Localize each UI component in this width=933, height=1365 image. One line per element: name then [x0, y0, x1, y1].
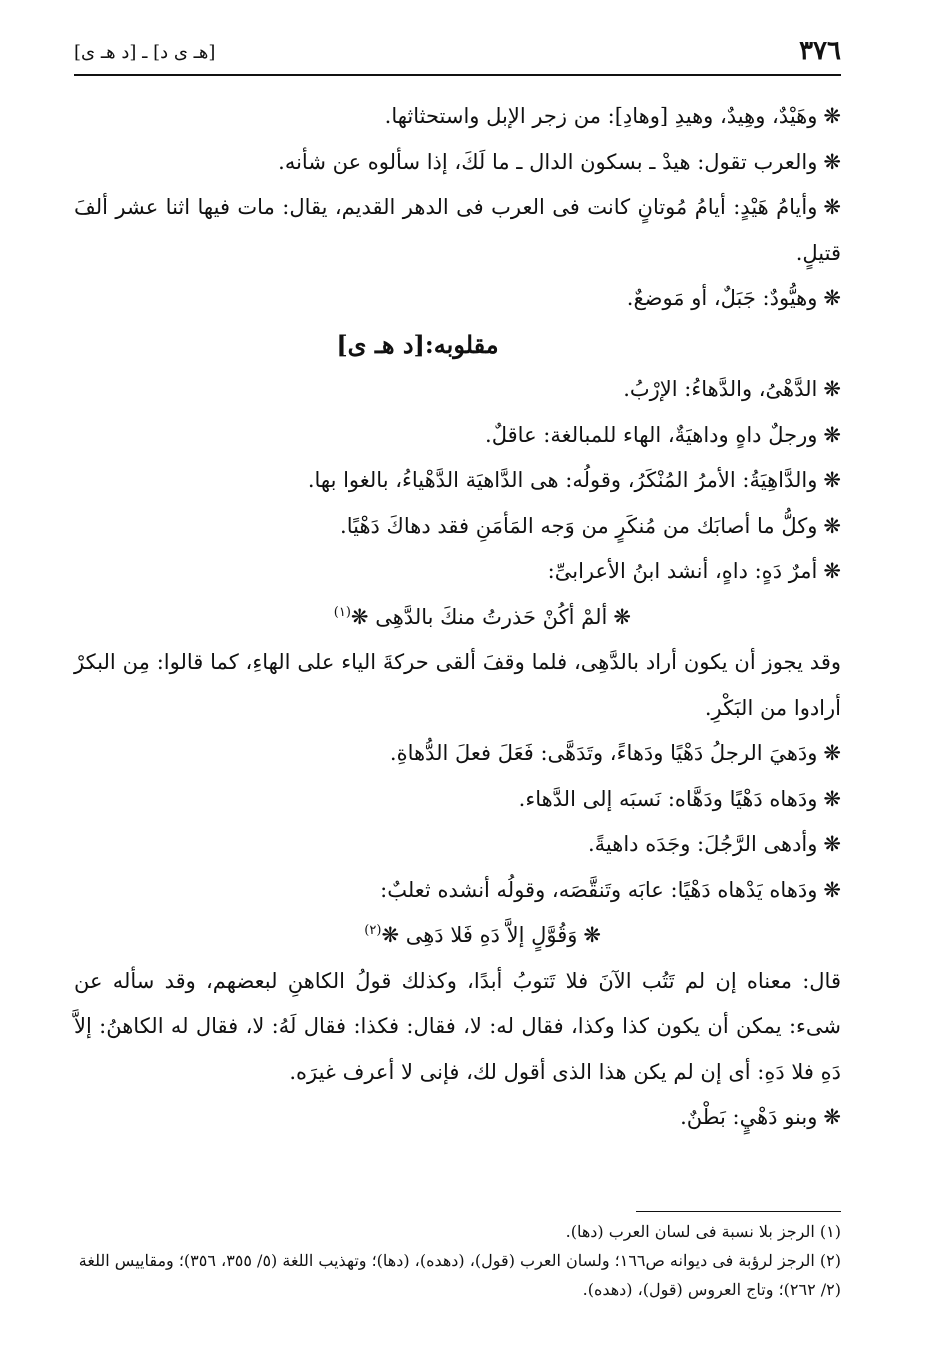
entry-text: وهيُّودٌ: جَبَلٌ، أو مَوضعٌ. — [626, 286, 818, 310]
entry — [74, 822, 841, 868]
entry — [74, 777, 841, 823]
entry-text: وكلُّ ما أصابَك من مُنكَرٍ من وَجه المَأمَنِ فقد دهاكَ دَهْيًا. — [340, 513, 818, 538]
star-icon: ❋ — [823, 513, 841, 538]
entry-text: ورجلٌ داهٍ وداهيَةٌ، الهاء للمبالغة: عاقلٌ. — [485, 422, 818, 447]
main-text — [74, 94, 841, 1141]
paragraph: قال: معناه إن لم تَتُب الآنَ فلا تَتوبُ أبدًا، وكذلك قولُ الكاهنِ لبعضهم، وقد سأله عن شىء: يمكن أن يكون كذا وكذا، فقال له: لا، فقال: فكذا: فقال لَهُ: لا، فقال له الكاهنُ: إلاَّ دَهِ فلا دَهِ: أى إن لم يكن هذا الذى أقول لك، فإنى لا أعرف غيرَه. — [74, 968, 841, 1084]
entry-text: ودَهاه يَدْهاه دَهْيًا: عابَه وتَنقَّصَه، وقولُه أنشده ثعلبٌ: — [380, 877, 818, 902]
page-header — [74, 34, 841, 74]
entry — [74, 868, 841, 914]
entry-text: والدَّاهِيَةُ: الأمرُ المُنْكَرُ، وقولُه: هى الدَّاهيَة الدَّهْياءُ، بالغوا بها. — [307, 468, 818, 492]
star-icon: ❋ — [823, 286, 841, 310]
star-icon: ❋ — [823, 422, 841, 447]
entry — [74, 367, 841, 413]
entry-text: وأيامُ هَيْدٍ: أيامُ مُوتانٍ كانت فى العرب فى الدهر القديم، يقال: مات فيها اثنا عشر ألفَ قتيلٍ. — [74, 195, 841, 265]
star-icon: ❋ — [823, 832, 841, 856]
star-icon: ❋ — [823, 877, 841, 902]
entry-text: وأدهى الرَّجُلَ: وجَدَه داهيةً. — [588, 832, 818, 856]
entry-text: ودَهيَ الرجلُ دَهْيًا ودَهاءً، وتَدَهَّى: فَعَلَ فعلَ الدُّهاةِ. — [389, 741, 818, 765]
star-icon: ❋ — [350, 604, 369, 629]
star-icon: ❋ — [823, 195, 841, 219]
footnote: (٢) الرجز لرؤبة فى ديوانه ص١٦٦؛ ولسان العرب (قول)، (دهده)، (دها)؛ وتهذيب اللغة (٥/ ٣٥٥، ٣٥٦)؛ ومقاييس اللغة (٢/ ٢٦٢)؛ وتاج العروس (قول)، (دهده). — [78, 1251, 841, 1299]
star-icon: ❋ — [381, 923, 400, 947]
star-icon: ❋ — [823, 1105, 841, 1129]
star-icon: ❋ — [823, 741, 841, 765]
verse-text: وَقُوَّلٍ إلاَّ دَهِ فَلا دَهِى — [405, 923, 578, 947]
star-icon: ❋ — [613, 604, 631, 629]
footnote-marker: (١) — [333, 604, 351, 620]
star-icon: ❋ — [823, 149, 841, 174]
entry — [74, 549, 841, 595]
running-head: [هـ ى د] ـ [د هـ ى] — [74, 42, 216, 63]
entry-text: والعرب تقول: هيدْ ـ بسكون الدال ـ ما لَكَ، إذا سألوه عن شأنه. — [278, 149, 818, 174]
footnote-marker: (٢) — [364, 923, 382, 938]
verse-line — [74, 913, 841, 959]
verse-text: ألمْ أكُنْ حَذرتُ منكَ بالدَّهِى — [375, 604, 608, 629]
star-icon: ❋ — [823, 786, 841, 811]
paragraph: وقد يجوز أن يكون أراد بالدَّهِى، فلما وقفَ ألقى حركةَ الياء على الهاءِ، كما قالوا: مِن البكرْ أرادوا من البَكْرِ. — [74, 650, 841, 720]
entry-text: وهَيْدٌ، وهِيدٌ، وهيدِ [وهادِ]: من زجر الإبل واستحثاثها. — [384, 104, 818, 128]
page-number: ٣٧٦ — [799, 36, 841, 66]
entry — [74, 1095, 841, 1141]
entry — [74, 413, 841, 459]
entry — [74, 504, 841, 550]
entry — [74, 185, 841, 276]
footnotes — [74, 1217, 841, 1304]
star-icon: ❋ — [823, 468, 841, 492]
footnote-divider — [636, 1211, 841, 1212]
star-icon: ❋ — [823, 377, 841, 401]
section-heading: مقلوبه:[د هـ ى] — [336, 329, 499, 359]
entry — [74, 140, 841, 186]
verse-line — [74, 595, 841, 641]
entry — [74, 94, 841, 140]
entry — [74, 458, 841, 504]
header-divider — [74, 74, 841, 76]
entry-text: وبنو دَهْيٍ: بَطْنٌ. — [680, 1105, 818, 1129]
star-icon: ❋ — [823, 559, 841, 583]
entry — [74, 276, 841, 322]
footnote: (١) الرجز بلا نسبة فى لسان العرب (دها). — [565, 1222, 841, 1241]
entry-text: الدَّهْىُ، والدَّهاءُ: الإرْبُ. — [623, 377, 818, 401]
entry — [74, 731, 841, 777]
star-icon: ❋ — [823, 104, 841, 128]
entry-text: ودَهاه دَهْيًا ودَهَّاه: نَسبَه إلى الدَّهاء. — [518, 786, 818, 811]
entry-text: أمرٌ دَهٍ: داهٍ، أنشد ابنُ الأعرابىِّ: — [547, 559, 818, 583]
star-icon: ❋ — [583, 923, 601, 947]
